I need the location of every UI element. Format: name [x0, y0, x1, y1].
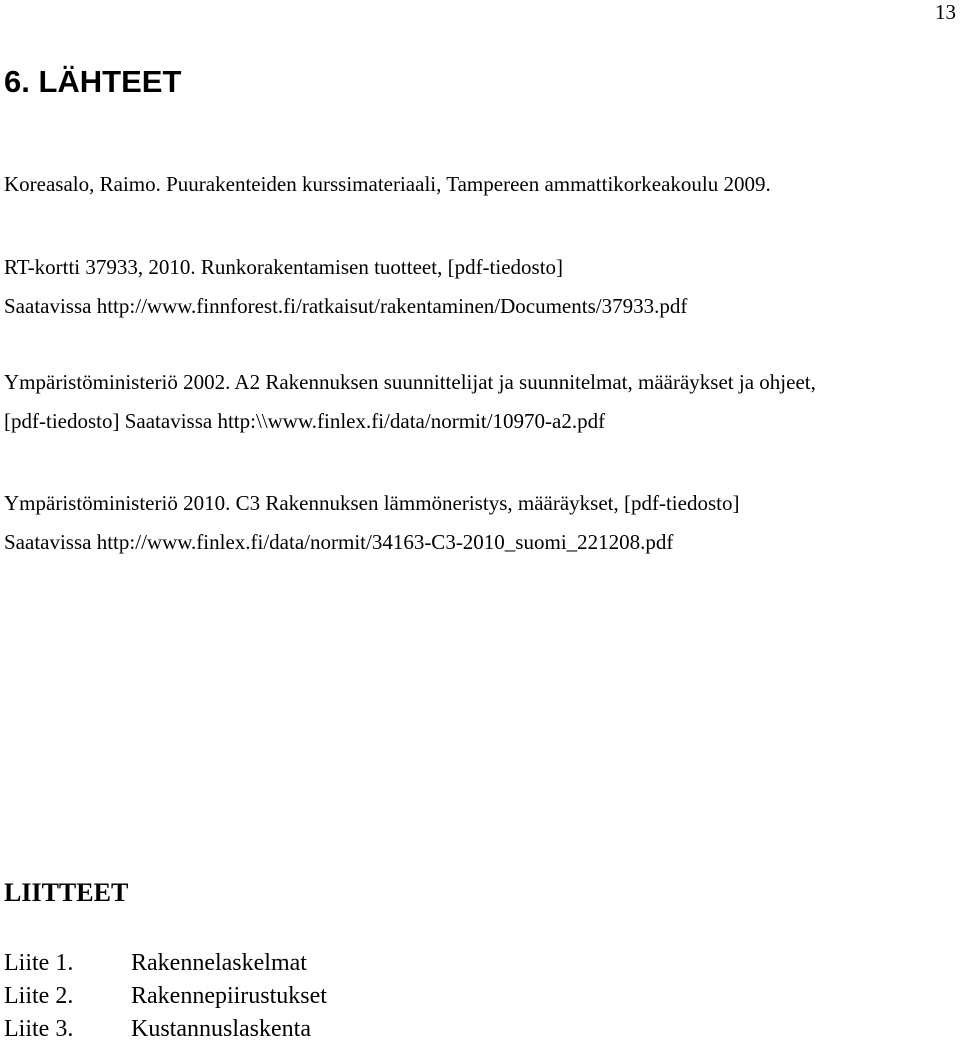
- sources-heading: 6. LÄHTEET: [4, 64, 182, 99]
- reference-list: [4, 165, 954, 562]
- attachment-title: Rakennepiirustukset: [131, 983, 327, 1009]
- attachment-label: Liite 1.: [4, 950, 74, 976]
- reference-line: Ympäristöministeriö 2002. A2 Rakennuksen suunnittelijat ja suunnitelmat, määräykset ja ohjeet,: [4, 370, 816, 394]
- reference-line: Koreasalo, Raimo. Puurakenteiden kurssimateriaali, Tampereen ammattikorkeakoulu 2009.: [4, 172, 771, 196]
- reference-item: [4, 165, 954, 204]
- attachment-item: [4, 947, 327, 980]
- attachments-heading: LIITTEET: [4, 878, 129, 907]
- reference-line: [pdf-tiedosto] Saatavissa http:\\www.finlex.fi/data/normit/10970-a2.pdf: [4, 409, 606, 433]
- reference-line: Saatavissa http://www.finnforest.fi/ratkaisut/rakentaminen/Documents/37933.pdf: [4, 294, 688, 318]
- reference-line: RT-kortti 37933, 2010. Runkorakentamisen tuotteet, [pdf-tiedosto]: [4, 255, 564, 279]
- reference-line: Ympäristöministeriö 2010. C3 Rakennuksen lämmöneristys, määräykset, [pdf-tiedosto]: [4, 491, 740, 515]
- attachment-label: Liite 3.: [4, 1016, 74, 1042]
- reference-item: [4, 363, 954, 441]
- attachment-list: [4, 947, 327, 1046]
- attachment-title: Rakennelaskelmat: [131, 950, 307, 976]
- attachment-label: Liite 2.: [4, 983, 74, 1009]
- reference-item: [4, 484, 954, 562]
- attachment-item: [4, 980, 327, 1013]
- attachment-title: Kustannuslaskenta: [131, 1016, 311, 1042]
- reference-item: [4, 248, 954, 326]
- page-number: 13: [935, 0, 956, 24]
- attachment-item: [4, 1013, 327, 1046]
- reference-line: Saatavissa http://www.finlex.fi/data/normit/34163-C3-2010_suomi_221208.pdf: [4, 530, 674, 554]
